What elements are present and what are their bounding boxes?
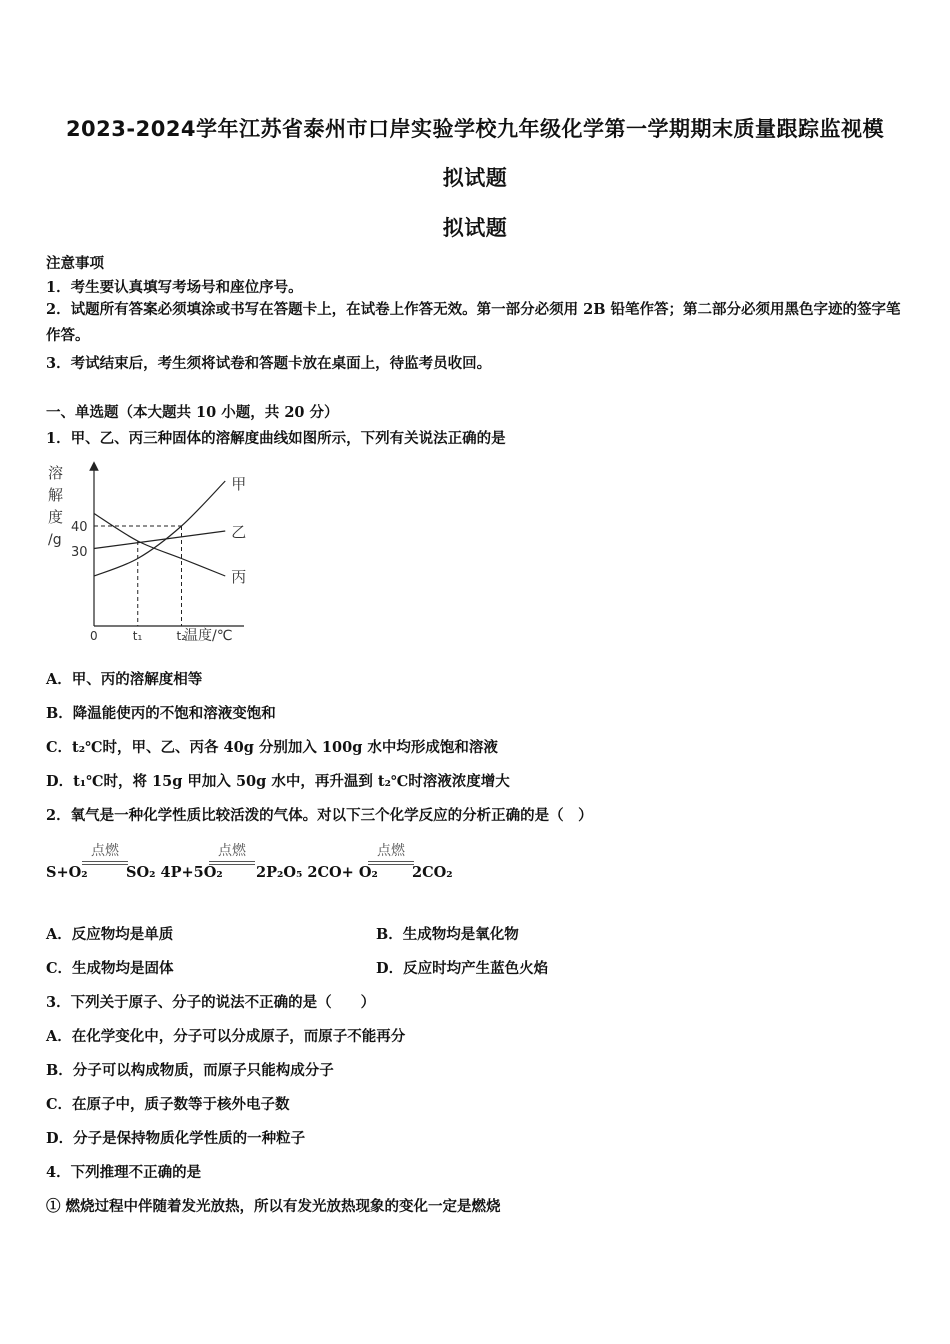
notice-item-1: 1．考生要认真填写考场号和座位序号。 — [46, 279, 303, 296]
notice-item-3: 3．考试结束后，考生须将试卷和答题卡放在桌面上，待监考员收回。 — [46, 355, 492, 372]
eq-part-1: S+O₂ — [46, 864, 88, 881]
label-yi: 乙 — [231, 523, 247, 541]
eq-part-3: 2P₂O₅ 2CO+ O₂ — [256, 864, 378, 881]
label-jia: 甲 — [231, 475, 247, 493]
title-line-2: 拟试题 — [442, 166, 508, 190]
label-bing: 丙 — [231, 568, 247, 586]
q2-option-b: B．生成物均是氧化物 — [376, 926, 519, 943]
solubility-chart — [44, 458, 254, 648]
curve-yi — [94, 531, 225, 549]
q3-option-c: C．在原子中，质子数等于核外电子数 — [46, 1096, 290, 1113]
q2-option-a: A．反应物均是单质 — [46, 926, 174, 943]
q1-option-a: A．甲、丙的溶解度相等 — [46, 671, 203, 688]
q2-equations — [46, 840, 646, 890]
condition-3: 点燃 — [368, 840, 414, 865]
q3-stem: 3．下列关于原子、分子的说法不正确的是（ ） — [46, 994, 376, 1011]
eq-part-4: 2CO₂ — [412, 864, 453, 881]
q3-option-b: B．分子可以构成物质，而原子只能构成分子 — [46, 1062, 334, 1079]
q3-option-a: A．在化学变化中，分子可以分成原子，而原子不能再分 — [46, 1028, 406, 1045]
condition-2: 点燃 — [209, 840, 255, 865]
x-tick-t2: t₂ — [176, 629, 187, 643]
q2-stem: 2．氧气是一种化学性质比较活泼的气体。对以下三个化学反应的分析正确的是（ ） — [46, 807, 593, 824]
y-tick-30: 30 — [71, 545, 88, 560]
x-axis-label: 温度/℃ — [184, 628, 233, 644]
q1-option-b: B．降温能使丙的不饱和溶液变饱和 — [46, 705, 276, 722]
y-tick-40: 40 — [71, 520, 88, 535]
q2-option-d: D．反应时均产生蓝色火焰 — [376, 960, 549, 977]
curve-bing — [94, 514, 225, 577]
y-label-char-3: 度 — [48, 508, 64, 526]
q1-option-c: C．t₂℃时，甲、乙、丙各 40g 分别加入 100g 水中均形成饱和溶液 — [46, 739, 498, 756]
q4-item-1: ① 燃烧过程中伴随着发光放热，所以有发光放热现象的变化一定是燃烧 — [46, 1198, 501, 1215]
y-label-char-4: /g — [48, 532, 62, 548]
x-tick-0: 0 — [90, 629, 98, 643]
x-tick-t1: t₁ — [132, 629, 143, 643]
notice-item-2: 2．试题所有答案必须填涂或书写在答题卡上，在试卷上作答无效。第一部分必须用 2B 铅笔作答；第二部分必须用黑色字迹的签字笔作答。 — [46, 301, 901, 344]
q4-stem: 4．下列推理不正确的是 — [46, 1164, 202, 1181]
title-line-1: 2023-2024学年江苏省泰州市口岸实验学校九年级化学第一学期期末质量跟踪监视模 — [65, 117, 885, 141]
y-label-char-2: 解 — [48, 486, 64, 504]
q1-option-d: D．t₁℃时，将 15g 甲加入 50g 水中，再升温到 t₂℃时溶液浓度增大 — [46, 773, 510, 790]
y-label-char-1: 溶 — [48, 464, 64, 482]
q3-option-d: D．分子是保持物质化学性质的一种粒子 — [46, 1130, 306, 1147]
title-line-3: 拟试题 — [442, 216, 508, 240]
q1-stem: 1．甲、乙、丙三种固体的溶解度曲线如图所示，下列有关说法正确的是 — [46, 430, 506, 447]
curve-jia — [94, 481, 225, 576]
eq-part-2: SO₂ 4P+5O₂ — [126, 864, 223, 881]
section-heading: 一、单选题（本大题共 10 小题，共 20 分） — [46, 404, 339, 421]
notice-heading: 注意事项 — [46, 255, 104, 272]
q2-option-c: C．生成物均是固体 — [46, 960, 174, 977]
condition-1: 点燃 — [82, 840, 128, 865]
